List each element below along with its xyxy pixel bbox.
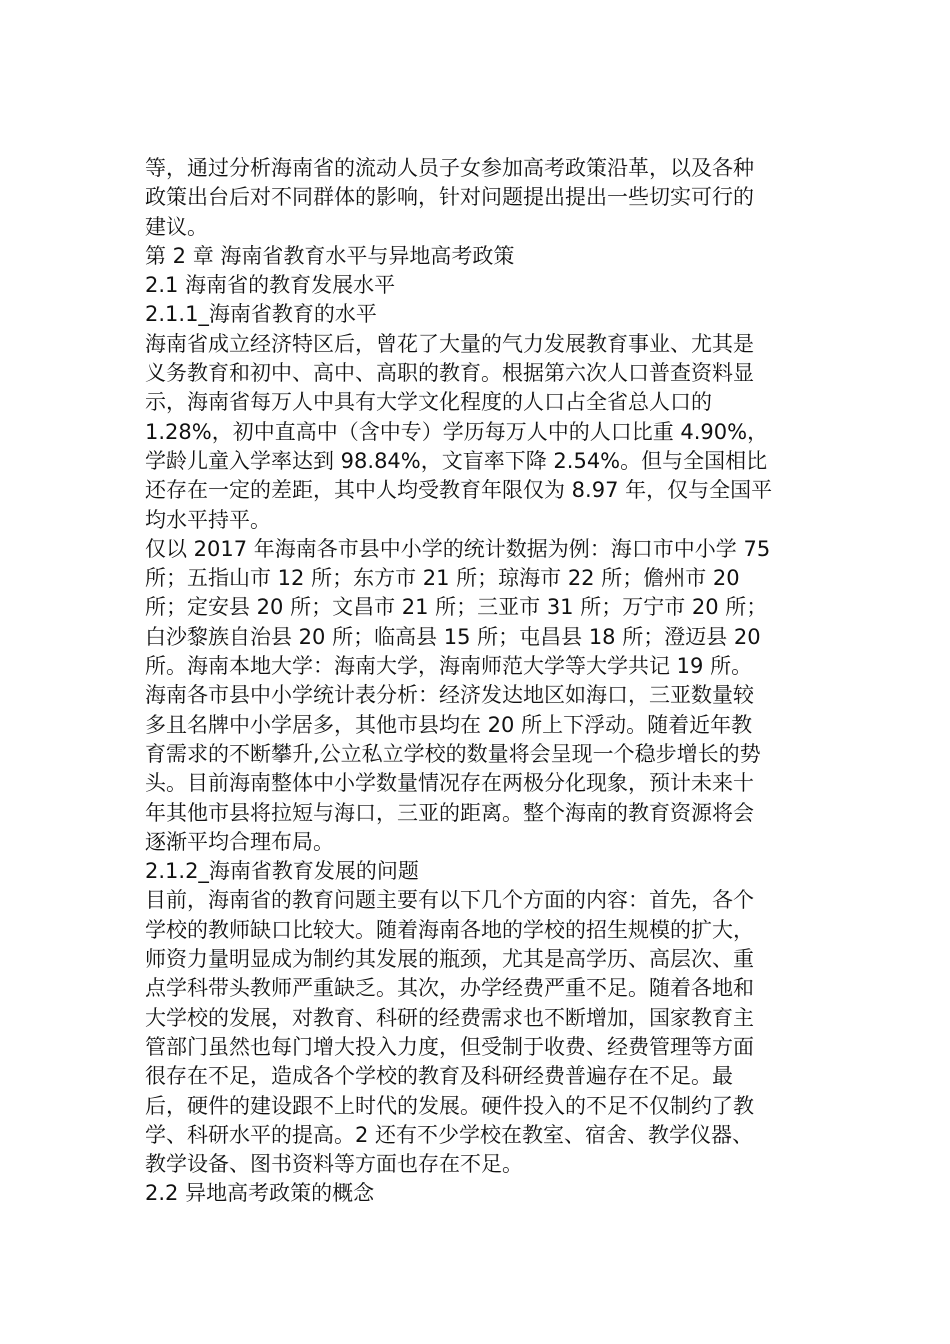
paragraph-line: 育需求的不断攀升,公立私立学校的数量将会呈现一个稳步增长的势 bbox=[145, 741, 761, 766]
subsection-heading-2-1-1: 2.1.1_海南省教育的水平 bbox=[145, 302, 377, 327]
paragraph-line: 多且名牌中小学居多，其他市县均在 20 所上下浮动。随着近年教 bbox=[145, 712, 753, 737]
paragraph-line: 示，海南省每万人中具有大学文化程度的人口占全省总人口的 bbox=[145, 390, 712, 415]
paragraph-line: 所；五指山市 12 所；东方市 21 所；琼海市 22 所；儋州市 20 bbox=[145, 566, 740, 591]
paragraph-line: 大学校的发展，对教育、科研的经费需求也不断增加，国家教育主 bbox=[145, 1005, 754, 1030]
paragraph-line: 1.28%，初中直高中（含中专）学历每万人中的人口比重 4.90%， bbox=[145, 419, 769, 444]
paragraph-line: 白沙黎族自治县 20 所；临高县 15 所；屯昌县 18 所；澄迈县 20 bbox=[145, 624, 761, 649]
paragraph-line: 义务教育和初中、高中、高职的教育。根据第六次人口普查资料显 bbox=[145, 361, 754, 386]
paragraph-line: 教学设备、图书资料等方面也存在不足。 bbox=[145, 1152, 523, 1177]
paragraph-intro-line-2: 政策出台后对不同群体的影响，针对问题提出提出一些切实可行的 bbox=[145, 185, 754, 210]
document-body bbox=[145, 154, 815, 1209]
paragraph-line: 管部门虽然也每门增大投入力度，但受制于收费、经费管理等方面 bbox=[145, 1034, 754, 1059]
paragraph-line: 点学科带头教师严重缺乏。其次，办学经费严重不足。随着各地和 bbox=[145, 976, 754, 1001]
paragraph-line: 师资力量明显成为制约其发展的瓶颈，尤其是高学历、高层次、重 bbox=[145, 947, 754, 972]
paragraph-line: 很存在不足，造成各个学校的教育及科研经费普遍存在不足。最 bbox=[145, 1064, 733, 1089]
subsection-heading-2-1-2: 2.1.2_海南省教育发展的问题 bbox=[145, 859, 419, 884]
paragraph-line: 仅以 2017 年海南各市县中小学的统计数据为例：海口市中小学 75 bbox=[145, 536, 771, 561]
paragraph-line: 海南各市县中小学统计表分析：经济发达地区如海口，三亚数量较 bbox=[145, 683, 754, 708]
section-heading-2-2: 2.2 异地高考政策的概念 bbox=[145, 1181, 375, 1206]
paragraph-line: 目前，海南省的教育问题主要有以下几个方面的内容：首先，各个 bbox=[145, 888, 754, 913]
paragraph-line: 学校的教师缺口比较大。随着海南各地的学校的招生规模的扩大， bbox=[145, 917, 754, 942]
paragraph-line: 均水平持平。 bbox=[145, 507, 271, 532]
paragraph-line: 所。海南本地大学：海南大学，海南师范大学等大学共记 19 所。 bbox=[145, 654, 753, 679]
paragraph-intro-line-3: 建议。 bbox=[145, 214, 208, 239]
section-heading-2-1: 2.1 海南省的教育发展水平 bbox=[145, 273, 396, 298]
paragraph-line: 头。目前海南整体中小学数量情况存在两极分化现象，预计未来十 bbox=[145, 771, 754, 796]
paragraph-line: 学龄儿童入学率达到 98.84%，文盲率下降 2.54%。但与全国相比 bbox=[145, 448, 768, 473]
paragraph-line: 后，硬件的建设跟不上时代的发展。硬件投入的不足不仅制约了教 bbox=[145, 1093, 754, 1118]
paragraph-line: 逐渐平均合理布局。 bbox=[145, 829, 334, 854]
paragraph-line: 所；定安县 20 所；文昌市 21 所；三亚市 31 所；万宁市 20 所； bbox=[145, 595, 768, 620]
paragraph-line: 年其他市县将拉短与海口，三亚的距离。整个海南的教育资源将会 bbox=[145, 800, 754, 825]
paragraph-line: 学、科研水平的提高。2 还有不少学校在教室、宿舍、教学仪器、 bbox=[145, 1122, 754, 1147]
paragraph-intro-line-1: 等，通过分析海南省的流动人员子女参加高考政策沿革，以及各种 bbox=[145, 156, 754, 180]
chapter-heading: 第 2 章 海南省教育水平与异地高考政策 bbox=[145, 243, 515, 268]
paragraph-line: 还存在一定的差距，其中人均受教育年限仅为 8.97 年，仅与全国平 bbox=[145, 478, 773, 503]
paragraph-line: 海南省成立经济特区后，曾花了大量的气力发展教育事业、尤其是 bbox=[145, 331, 754, 356]
